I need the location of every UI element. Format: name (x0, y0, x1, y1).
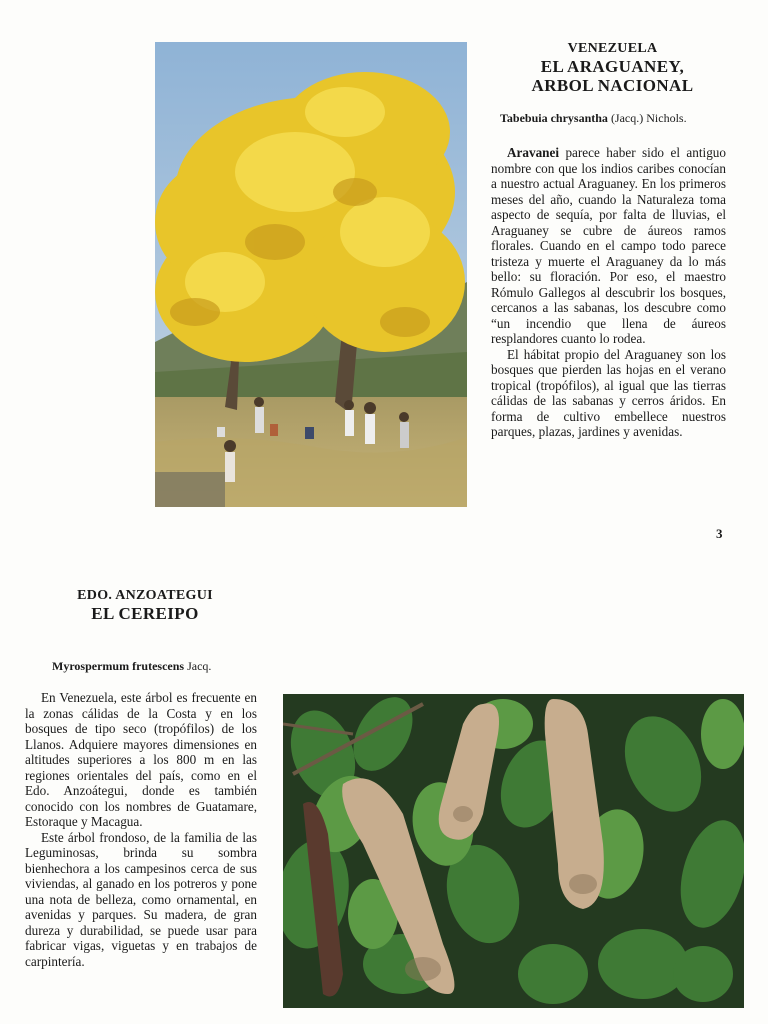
article-body-top (491, 145, 726, 440)
scientific-name-top (500, 111, 740, 126)
region-heading-top: VENEZUELA (567, 41, 658, 56)
article-title-bottom: EL CEREIPO (91, 604, 199, 623)
article-body-bottom (25, 690, 257, 969)
page-number: 3 (716, 526, 723, 541)
region-heading-bottom: EDO. ANZOATEGUI (77, 588, 213, 603)
article-title-line2: ARBOL NACIONAL (531, 76, 694, 95)
paragraph: Aravanei parece haber sido el antiguo nombre con que los indios caribes conocían a nuestro actual Araguaney. En los primeros meses del año, cuando la Naturaleza toma aspecto de sequía, por falta de lluvias, el Araguaney se cubre de áureos ramos florales. Cuando en el campo todo parece tristeza y muerte el Araguaney da lo más bello: su floración. Por eso, el maestro Rómulo Gallegos al descubrir los bosques, cercanos a las sabanas, los descubre como “un incendio que llena de áureos resplandores cuanto lo rodea. (491, 145, 726, 346)
scientific-author: Jacq. (187, 659, 212, 673)
scientific-name-bottom (52, 659, 272, 674)
scientific-name-genus-species: Myrospermum frutescens (52, 659, 185, 673)
cereipo-photo (283, 694, 744, 1008)
paragraph: El hábitat propio del Araguaney son los bosques que pierden las hojas en el verano tropical (tropófilos), al igual que las tierras cálidas de las sabanas y cerros áridos. En forma de cultivo embellece nuestros parques, plazas, jardines y avenidas. (491, 346, 726, 439)
paragraph: Este árbol frondoso, de la familia de las Leguminosas, brinda su sombra bienhechora a los campesinos cerca de sus viviendas, al ganado en los potreros y pone una nota de belleza, como ornamental, en avenidas y parques. Su madera, de gran dureza y durabilidad, se puede usar para fabricar vigas, viguetas y en trabajos de carpintería. (25, 829, 257, 969)
scientific-author: (Jacq.) Nichols. (610, 111, 687, 125)
scientific-name-genus-species: Tabebuia chrysantha (500, 111, 608, 125)
lead-word: Aravanei (507, 145, 560, 160)
araguaney-photo (155, 42, 467, 507)
paragraph: En Venezuela, este árbol es frecuente en la zonas cálidas de la Costa y en los bosques de tipo seco (tropófilos) de los Llanos. Adquiere mayores dimensiones en altitudes superiores a los 800 m en las regiones orientales del país, como en el Edo. Anzoátegui, donde es también conocido con los nombres de Guatamare, Estoraque y Macagua. (25, 690, 257, 829)
article-title-line1: EL ARAGUANEY, (540, 57, 685, 76)
